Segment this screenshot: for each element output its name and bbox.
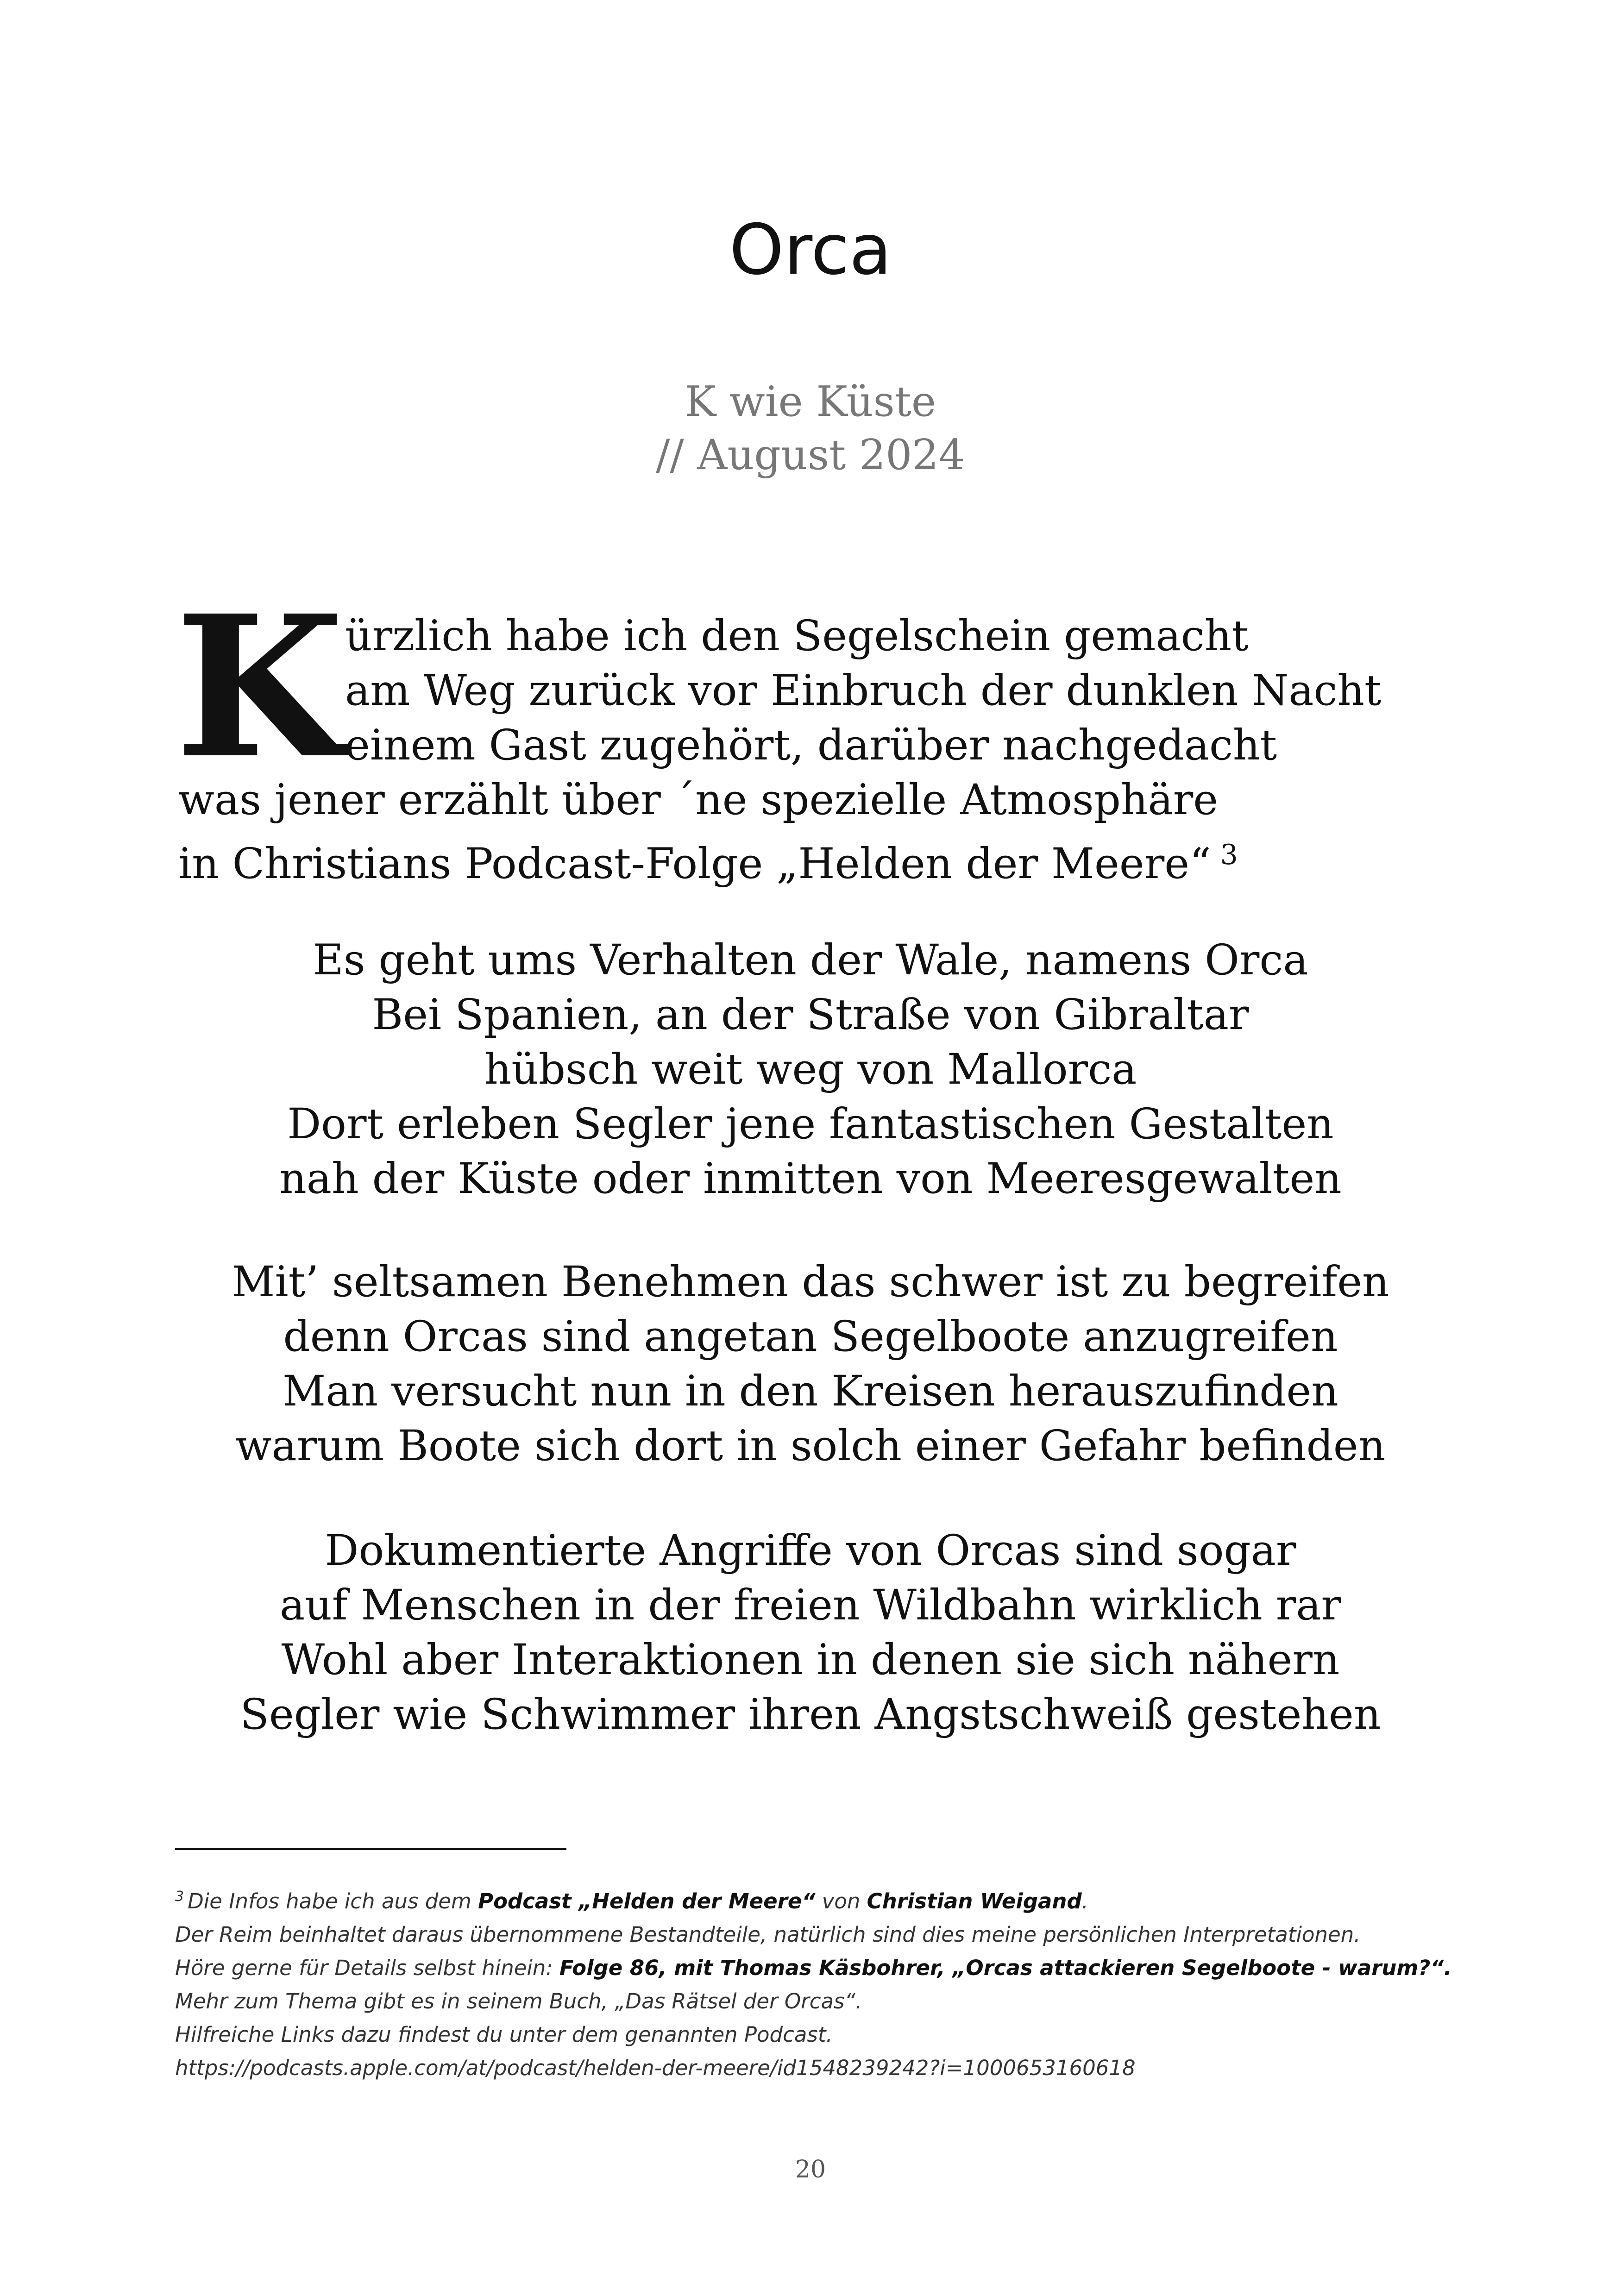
stanza-1 [0, 933, 1621, 1206]
footnote-text: Höre gerne für Details selbst hinein: [175, 1956, 559, 1980]
footnote-line: Mehr zum Thema gibt es in seinem Buch, „Das Rätsel der Orcas“. [175, 1989, 862, 2014]
poem-line: einem Gast zugehört, darüber nachgedacht [345, 721, 1277, 770]
poem-line: Segler wie Schwimmer ihren Angstschweiß gestehen [240, 1690, 1381, 1739]
podcast-url: https://podcasts.apple.com/at/podcast/helden-der-meere/id1548239242?i=1000653160618 [175, 2056, 1136, 2080]
episode-title: Folge 86, mit Thomas Käsbohrer, „Orcas attackieren Segelboote - warum?“. [559, 1956, 1452, 1980]
poem-line-text: in Christians Podcast-Folge „Helden der Meere“ [178, 840, 1211, 888]
footnote [175, 1880, 1472, 2085]
poem-line: am Weg zurück vor Einbruch der dunklen Nacht [345, 666, 1382, 715]
poem-line: was jener erzählt über ´ne spezielle Atmosphäre [178, 776, 1219, 824]
poem-line: warum Boote sich dort in solch einer Gefahr befinden [235, 1422, 1386, 1470]
poem-line-with-footnote [178, 828, 1475, 888]
page-title: Orca [729, 210, 892, 290]
poem-line: Wohl aber Interaktionen in denen sie sich nähern [281, 1636, 1340, 1684]
footnote-divider [175, 1848, 566, 1850]
poem-line: auf Menschen in der freien Wildbahn wirklich rar [279, 1581, 1342, 1630]
footnote-line: Der Reim beinhaltet daraus übernommene Bestandteile, natürlich sind dies meine persönlichen Interpretationen. [175, 1922, 1361, 1947]
poem-line: Mit’ seltsamen Benehmen das schwer ist zu begreifen [232, 1258, 1389, 1306]
podcast-name: Podcast „Helden der Meere“ [478, 1889, 816, 1913]
poem-line: ürzlich habe ich den Segelschein gemacht [345, 612, 1249, 660]
drop-cap: K [175, 573, 345, 802]
footnote-text: . [1081, 1889, 1088, 1913]
page-number: 20 [795, 2156, 826, 2183]
author-name: Christian Weigand [867, 1889, 1082, 1913]
poem-line: Dort erleben Segler jene fantastischen Gestalten [287, 1100, 1334, 1148]
footnote-line [175, 1951, 1472, 1985]
poem-line: Man versucht nun in den Kreisen herauszufinden [283, 1367, 1338, 1416]
footnote-line: Hilfreiche Links dazu findest du unter dem genannten Podcast. [175, 2022, 833, 2047]
footnote-line [175, 1880, 1472, 1918]
intro-stanza [178, 609, 1475, 888]
poem-line: Dokumentierte Angriffe von Orcas sind sogar [325, 1526, 1296, 1575]
poem-line: Es geht ums Verhalten der Wale, namens Orca [313, 936, 1308, 985]
stanza-2 [0, 1255, 1621, 1474]
subtitle [0, 375, 1621, 482]
subtitle-date: // August 2024 [656, 431, 965, 479]
footnote-text: von [815, 1889, 867, 1913]
poem-line: denn Orcas sind angetan Segelboote anzugreifen [283, 1312, 1338, 1361]
poem-line: hübsch weit weg von Mallorca [484, 1045, 1137, 1094]
poem-line: Bei Spanien, an der Straße von Gibraltar [372, 991, 1249, 1039]
footnote-reference: 3 [1220, 839, 1238, 871]
stanza-3 [0, 1524, 1621, 1742]
footnote-number: 3 [175, 1888, 184, 1905]
subtitle-line: K wie Küste [685, 377, 936, 426]
poem-line: nah der Küste oder inmitten von Meeresgewalten [279, 1154, 1342, 1203]
footnote-text: Die Infos habe ich aus dem [188, 1889, 478, 1913]
